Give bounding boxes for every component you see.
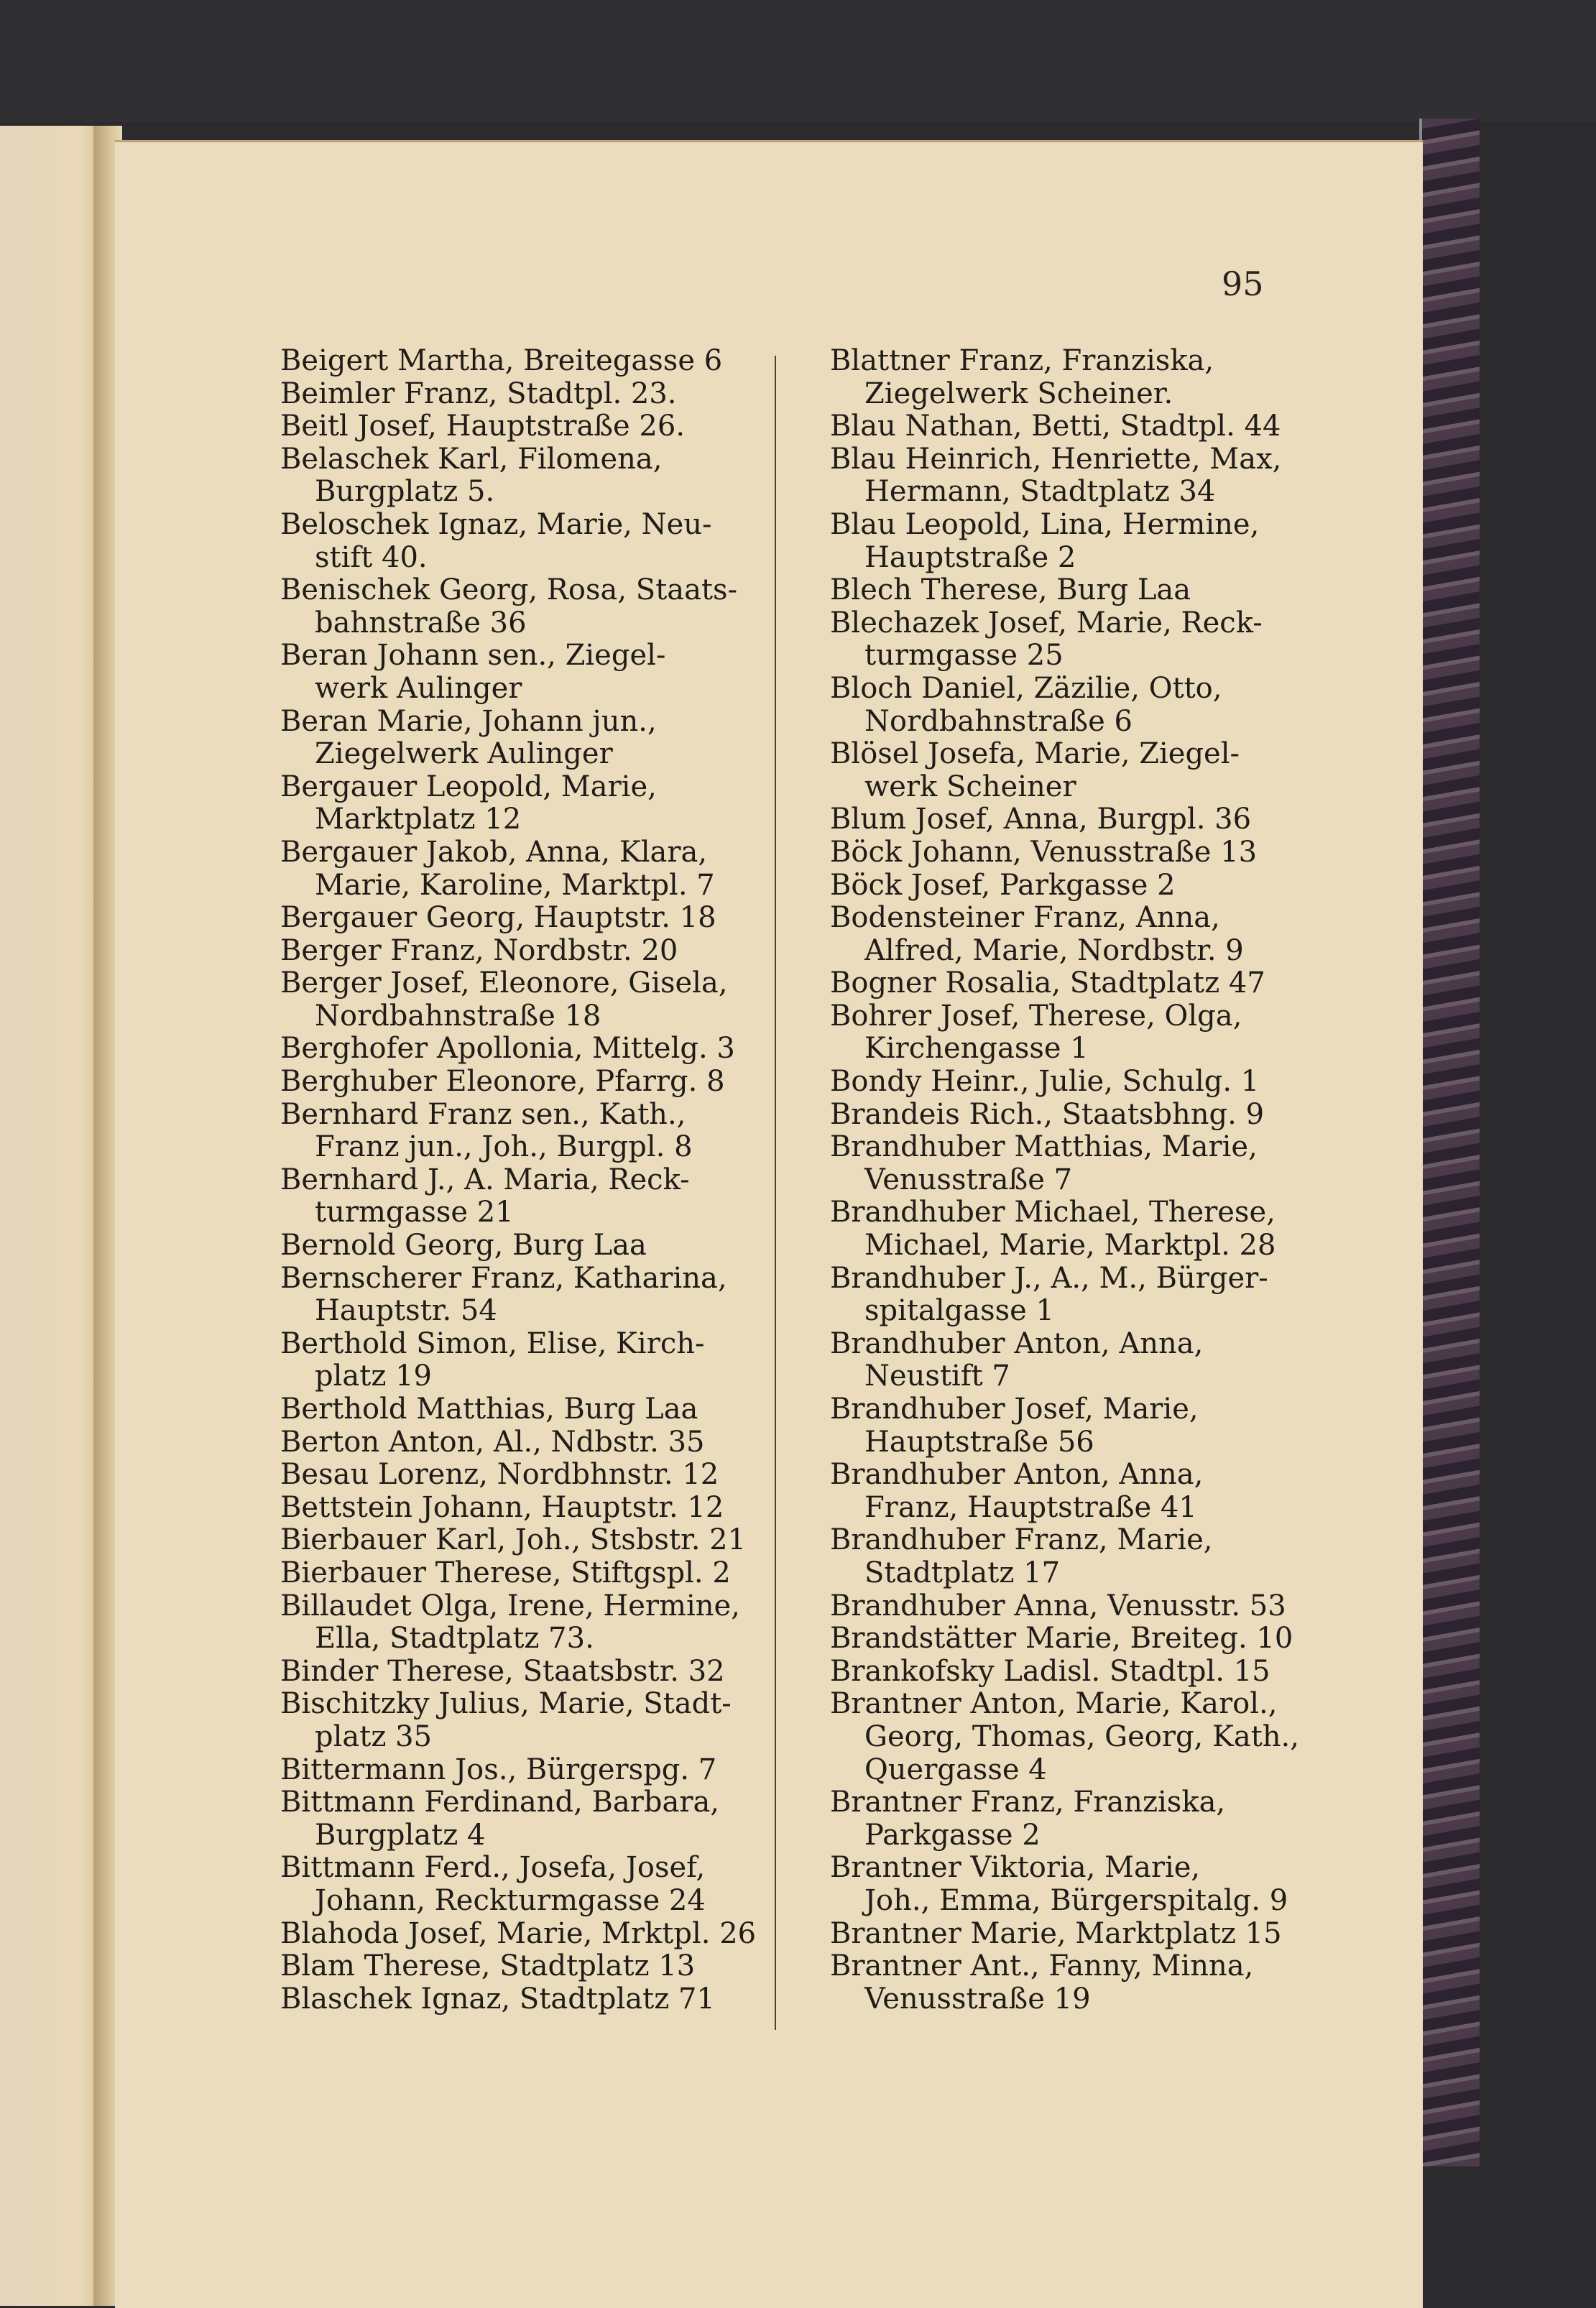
right-column xyxy=(830,344,1299,2016)
directory-entry xyxy=(830,1099,1290,1132)
entry-name-line: Bloch Daniel, Zäzilie, Otto, xyxy=(830,671,1222,705)
directory-entry xyxy=(280,1099,740,1164)
entry-name-line: Berger Franz, Nordbstr. 20 xyxy=(280,933,678,967)
directory-entry xyxy=(280,706,740,771)
entry-continuation-line: Parkgasse 2 xyxy=(864,1818,1041,1852)
directory-entry xyxy=(280,345,740,378)
entry-name-line: Bernhard J., A. Maria, Reck- xyxy=(280,1163,690,1196)
directory-entry xyxy=(830,574,1290,607)
entry-name-line: Brandstätter Marie, Breiteg. 10 xyxy=(830,1622,1293,1656)
entry-name-line: Benischek Georg, Rosa, Staats- xyxy=(280,573,738,607)
directory-entry xyxy=(280,1523,747,1557)
entry-continuation-line: werk Scheiner xyxy=(864,770,1076,803)
entry-name-line: Bittermann Jos., Bürgerspg. 7 xyxy=(280,1753,717,1786)
directory-entry xyxy=(830,1263,1290,1328)
entry-name-line: Berthold Simon, Elise, Kirch- xyxy=(280,1326,705,1360)
directory-entry xyxy=(830,1000,1290,1066)
entry-continuation-line: Nordbahnstraße 6 xyxy=(864,704,1133,738)
entry-name-line: Brantner Franz, Franziska, xyxy=(830,1786,1226,1819)
entry-name-line: Blaschek Ignaz, Stadtplatz 71 xyxy=(280,1982,715,2016)
directory-entry xyxy=(280,1263,740,1328)
directory-entry xyxy=(280,1033,740,1066)
page-number: 95 xyxy=(1222,264,1264,303)
entry-continuation-line: Quergasse 4 xyxy=(864,1753,1047,1786)
directory-entry xyxy=(280,1492,740,1525)
entry-name-line: Bittmann Ferd., Josefa, Josef, xyxy=(280,1851,706,1885)
entry-name-line: Beimler Franz, Stadtpl. 23. xyxy=(280,377,677,410)
entry-name-line: Berthold Matthias, Burg Laa xyxy=(280,1393,698,1426)
entry-continuation-line: Marie, Karoline, Marktpl. 7 xyxy=(315,868,715,902)
directory-entry xyxy=(280,1852,740,1917)
entry-name-line: Blech Therese, Burg Laa xyxy=(830,573,1191,607)
directory-entry xyxy=(830,673,1290,738)
entry-name-line: Berghuber Eleonore, Pfarrg. 8 xyxy=(280,1065,725,1099)
directory-entry xyxy=(830,1393,1290,1459)
entry-continuation-line: turmgasse 21 xyxy=(315,1196,514,1229)
directory-entry xyxy=(280,1459,740,1492)
entry-continuation-line: Ziegelwerk Scheiner. xyxy=(864,377,1173,410)
entry-name-line: Bittmann Ferdinand, Barbara, xyxy=(280,1786,720,1819)
entry-name-line: Bodensteiner Franz, Anna, xyxy=(830,901,1220,935)
directory-entry xyxy=(830,869,1290,903)
entry-continuation-line: Hermann, Stadtplatz 34 xyxy=(864,475,1216,509)
entry-continuation-line: Nordbahnstraße 18 xyxy=(315,999,601,1033)
directory-entry xyxy=(280,443,740,509)
entry-name-line: Blau Heinrich, Henriette, Max, xyxy=(830,442,1282,476)
directory-entry xyxy=(830,1131,1290,1196)
column-divider xyxy=(775,356,776,2030)
directory-entry xyxy=(280,574,740,640)
directory-entry xyxy=(830,836,1290,869)
entry-continuation-line: Michael, Marie, Marktpl. 28 xyxy=(864,1229,1276,1263)
directory-entry xyxy=(280,1656,740,1689)
directory-entry xyxy=(830,1622,1293,1656)
directory-entry xyxy=(280,1950,740,1983)
entry-name-line: Blum Josef, Anna, Burgpl. 36 xyxy=(830,803,1252,836)
entry-name-line: Brandhuber Anna, Venusstr. 53 xyxy=(830,1589,1286,1622)
entry-continuation-line: Alfred, Marie, Nordbstr. 9 xyxy=(864,933,1244,967)
entry-name-line: Brantner Ant., Fanny, Minna, xyxy=(830,1949,1254,1983)
entry-continuation-line: Franz, Hauptstraße 41 xyxy=(864,1490,1197,1524)
entry-name-line: Blam Therese, Stadtplatz 13 xyxy=(280,1949,696,1983)
entry-name-line: Böck Johann, Venusstraße 13 xyxy=(830,835,1258,869)
entry-name-line: Brandhuber Anton, Anna, xyxy=(830,1458,1204,1492)
entry-name-line: Bischitzky Julius, Marie, Stadt- xyxy=(280,1687,732,1721)
directory-entry xyxy=(280,1328,740,1393)
entry-continuation-line: Hauptstraße 56 xyxy=(864,1425,1094,1459)
entry-name-line: Bergauer Georg, Hauptstr. 18 xyxy=(280,901,716,935)
entry-continuation-line: Joh., Emma, Bürgerspitalg. 9 xyxy=(864,1883,1288,1917)
directory-entry xyxy=(280,1688,740,1753)
entry-name-line: Berghofer Apollonia, Mittelg. 3 xyxy=(280,1032,735,1066)
entry-continuation-line: Stadtplatz 17 xyxy=(864,1556,1061,1589)
entry-continuation-line: werk Aulinger xyxy=(315,671,522,705)
entry-name-line: Bierbauer Karl, Joh., Stsbstr. 21 xyxy=(280,1523,747,1557)
entry-name-line: Bondy Heinr., Julie, Schulg. 1 xyxy=(830,1065,1260,1099)
directory-entry xyxy=(830,1459,1290,1524)
entry-continuation-line: Venusstraße 19 xyxy=(864,1982,1091,2016)
directory-entry xyxy=(280,1066,740,1099)
entry-continuation-line: platz 19 xyxy=(315,1360,433,1393)
directory-entry xyxy=(830,1524,1290,1589)
directory-entry xyxy=(280,836,740,902)
entry-name-line: Brandeis Rich., Staatsbhng. 9 xyxy=(830,1097,1265,1131)
entry-continuation-line: Hauptstraße 2 xyxy=(864,540,1076,574)
directory-entry xyxy=(830,1687,1299,1786)
directory-entry xyxy=(830,1918,1290,1951)
directory-entry xyxy=(280,640,740,705)
entry-name-line: Brandhuber Josef, Marie, xyxy=(830,1393,1199,1426)
entry-continuation-line: stift 40. xyxy=(315,540,428,574)
entry-continuation-line: platz 35 xyxy=(315,1720,433,1753)
entry-name-line: Blattner Franz, Franziska, xyxy=(830,344,1214,377)
entry-continuation-line: bahnstraße 36 xyxy=(315,606,527,640)
directory-entry xyxy=(280,1983,740,2016)
directory-entry xyxy=(280,1754,740,1787)
directory-entry xyxy=(830,1328,1290,1393)
entry-name-line: Beran Johann sen., Ziegel- xyxy=(280,639,666,673)
entry-name-line: Böck Josef, Parkgasse 2 xyxy=(830,868,1176,902)
entry-name-line: Blahoda Josef, Marie, Mrktpl. 26 xyxy=(280,1916,757,1950)
entry-continuation-line: Ella, Stadtplatz 73. xyxy=(315,1622,594,1656)
entry-continuation-line: Marktplatz 12 xyxy=(315,803,522,836)
directory-entry xyxy=(280,509,740,574)
entry-continuation-line: Ziegelwerk Aulinger xyxy=(315,737,613,771)
entry-name-line: Brandhuber Anton, Anna, xyxy=(830,1326,1204,1360)
directory-entry xyxy=(280,1426,740,1459)
entry-name-line: Bernscherer Franz, Katharina, xyxy=(280,1261,727,1295)
directory-entry xyxy=(280,902,740,935)
entry-name-line: Bierbauer Therese, Stiftgspl. 2 xyxy=(280,1556,731,1589)
entry-continuation-line: Neustift 7 xyxy=(864,1360,1010,1393)
directory-entry xyxy=(280,1557,740,1590)
directory-entry xyxy=(280,1393,740,1426)
entry-continuation-line: Johann, Reckturmgasse 24 xyxy=(315,1883,706,1917)
directory-entry xyxy=(280,967,740,1033)
entry-name-line: Blösel Josefa, Marie, Ziegel- xyxy=(830,737,1240,771)
entry-name-line: Beran Marie, Johann jun., xyxy=(280,704,657,738)
directory-entry xyxy=(830,1196,1290,1262)
entry-continuation-line: spitalgasse 1 xyxy=(864,1294,1054,1328)
entry-name-line: Brandhuber Matthias, Marie, xyxy=(830,1130,1258,1164)
entry-name-line: Brandhuber Michael, Therese, xyxy=(830,1196,1276,1229)
directory-entry xyxy=(830,1656,1290,1689)
directory-entry xyxy=(830,1950,1290,2016)
entry-name-line: Bergauer Jakob, Anna, Klara, xyxy=(280,835,708,869)
directory-entry xyxy=(830,607,1290,673)
entry-name-line: Billaudet Olga, Irene, Hermine, xyxy=(280,1589,740,1622)
directory-entry xyxy=(280,410,740,443)
entry-name-line: Beigert Martha, Breitegasse 6 xyxy=(280,344,723,377)
directory-entry xyxy=(280,771,740,836)
entry-name-line: Beitl Josef, Hauptstraße 26. xyxy=(280,410,686,443)
entry-continuation-line: Burgplatz 5. xyxy=(315,475,495,509)
entry-name-line: Brankofsky Ladisl. Stadtpl. 15 xyxy=(830,1654,1270,1688)
entry-name-line: Blau Nathan, Betti, Stadtpl. 44 xyxy=(830,410,1281,443)
directory-entry xyxy=(830,1590,1290,1623)
directory-entry xyxy=(280,935,740,968)
entry-continuation-line: Hauptstr. 54 xyxy=(315,1294,497,1328)
entry-continuation-line: Georg, Thomas, Georg, Kath., xyxy=(864,1720,1299,1753)
directory-entry xyxy=(830,509,1290,574)
entry-continuation-line: Venusstraße 7 xyxy=(864,1163,1073,1196)
entry-name-line: Blechazek Josef, Marie, Reck- xyxy=(830,606,1263,640)
entry-name-line: Brandhuber Franz, Marie, xyxy=(830,1523,1213,1557)
entry-name-line: Brantner Marie, Marktplatz 15 xyxy=(830,1916,1282,1950)
entry-name-line: Brantner Viktoria, Marie, xyxy=(830,1851,1201,1885)
entry-name-line: Berton Anton, Al., Ndbstr. 35 xyxy=(280,1425,705,1459)
left-column xyxy=(280,344,757,2016)
entry-name-line: Bettstein Johann, Hauptstr. 12 xyxy=(280,1490,724,1524)
directory-entry xyxy=(280,1229,740,1263)
directory-entry xyxy=(830,803,1290,836)
directory-entry xyxy=(280,1786,740,1852)
entry-name-line: Brandhuber J., A., M., Bürger- xyxy=(830,1261,1268,1295)
directory-entry xyxy=(280,1164,740,1229)
directory-entry xyxy=(280,1590,740,1656)
entry-name-line: Berger Josef, Eleonore, Gisela, xyxy=(280,966,728,1000)
entry-name-line: Brantner Anton, Marie, Karol., xyxy=(830,1687,1278,1721)
directory-entry xyxy=(830,345,1290,410)
directory-entry xyxy=(280,1916,757,1951)
entry-name-line: Bernhard Franz sen., Kath., xyxy=(280,1097,686,1131)
entry-name-line: Bogner Rosalia, Stadtplatz 47 xyxy=(830,966,1265,1000)
directory-entry xyxy=(830,443,1290,509)
entry-name-line: Blau Leopold, Lina, Hermine, xyxy=(830,507,1260,541)
entry-continuation-line: turmgasse 25 xyxy=(864,639,1064,673)
directory-entry xyxy=(830,738,1290,803)
entry-name-line: Bernold Georg, Burg Laa xyxy=(280,1229,647,1263)
directory-entry xyxy=(830,410,1290,443)
directory-entry xyxy=(830,902,1290,967)
directory-entry xyxy=(830,1852,1290,1917)
directory-entry xyxy=(830,1786,1290,1852)
entry-name-line: Belaschek Karl, Filomena, xyxy=(280,442,663,476)
book-cover-edge xyxy=(1419,119,1480,2166)
entry-name-line: Bohrer Josef, Therese, Olga, xyxy=(830,999,1242,1033)
entry-continuation-line: Franz jun., Joh., Burgpl. 8 xyxy=(315,1130,693,1164)
directory-entry xyxy=(830,1066,1290,1099)
entry-continuation-line: Burgplatz 4 xyxy=(315,1818,486,1852)
entry-name-line: Binder Therese, Staatsbstr. 32 xyxy=(280,1654,725,1688)
directory-entry xyxy=(280,378,740,411)
entry-continuation-line: Kirchengasse 1 xyxy=(864,1032,1089,1066)
scanner-background xyxy=(0,0,1596,122)
entry-name-line: Besau Lorenz, Nordbhnstr. 12 xyxy=(280,1458,719,1492)
directory-entry xyxy=(830,967,1290,1000)
entry-name-line: Beloschek Ignaz, Marie, Neu- xyxy=(280,507,712,541)
entry-name-line: Bergauer Leopold, Marie, xyxy=(280,770,657,803)
